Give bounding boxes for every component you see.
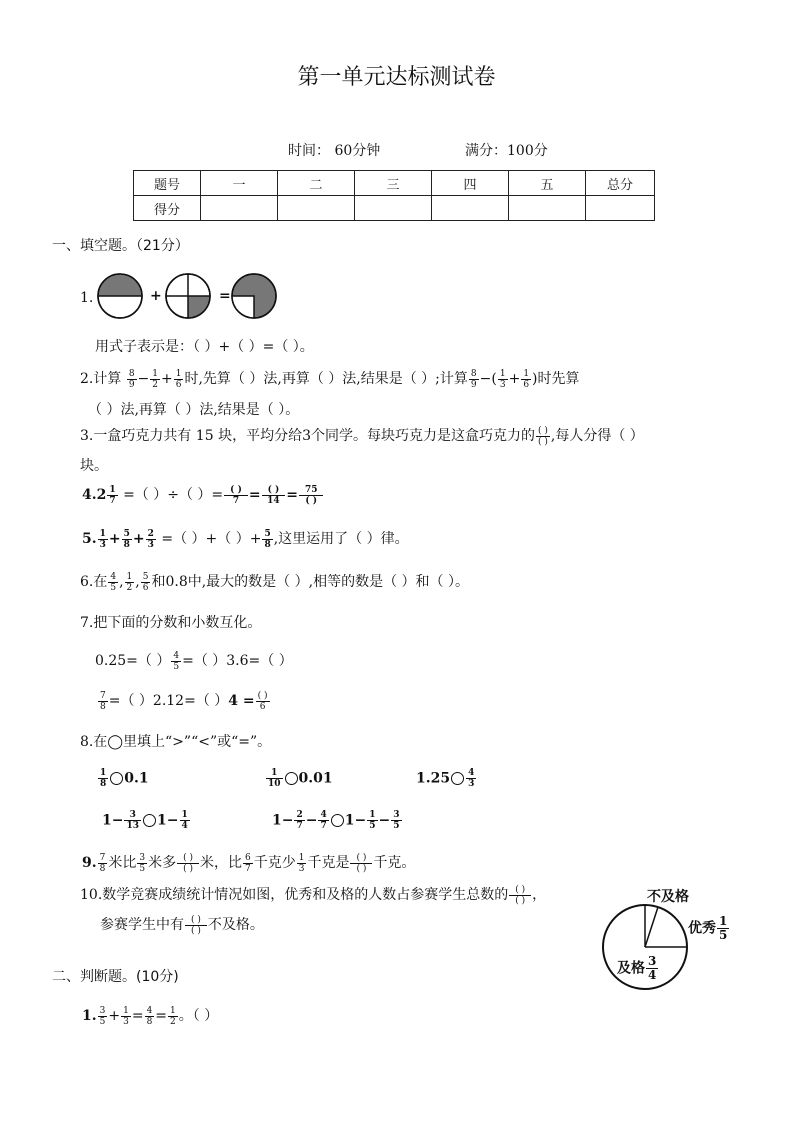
fraction	[297, 853, 307, 874]
operator: −	[378, 812, 391, 829]
numerator: 1	[298, 852, 305, 863]
q3-text: ,每人分得（ ）	[550, 428, 644, 444]
fraction	[318, 810, 328, 831]
fraction	[150, 369, 160, 390]
numerator: ( )	[224, 485, 248, 496]
fraction	[98, 529, 108, 550]
numerator: 8	[128, 368, 135, 379]
numerator: 7	[99, 852, 106, 863]
q8-text: 1.25	[416, 770, 451, 787]
time-info: 时间： 60分钟	[288, 143, 381, 159]
fraction	[125, 572, 135, 593]
operator: =	[248, 487, 261, 503]
numerator: 1	[123, 1005, 129, 1016]
pie-label-fail: 不及格	[647, 889, 689, 905]
q4-text: =（ ）÷（ ）=	[118, 487, 224, 503]
denominator: 5	[173, 661, 180, 672]
q8-title: 8.在◯里填上“>”“<”或“=”。	[80, 734, 272, 750]
q9-text: 米多	[148, 855, 177, 871]
pie-label-text: 优秀	[688, 920, 716, 937]
q9-line	[82, 852, 415, 874]
q1-plus: +	[150, 288, 162, 304]
denominator: 5	[393, 821, 400, 831]
fraction	[498, 369, 508, 390]
fraction	[294, 810, 304, 831]
fraction	[168, 1006, 178, 1027]
fraction	[98, 691, 108, 712]
denominator: ( )	[183, 863, 193, 874]
numerator: 1	[266, 768, 283, 779]
fraction	[137, 853, 147, 874]
numerator: 3	[99, 1005, 106, 1016]
fraction	[391, 810, 401, 831]
compare-circle[interactable]	[451, 772, 464, 785]
q5-line: 5. $\frac{1}{3}$ + $\frac{5}{8}$ + $\frac{2}{3}$ =（ ）+（ ）+ $\frac{5}{8}$ ,这里运用了（ ）律。	[82, 528, 409, 550]
q10-text: 不及格。	[207, 917, 264, 933]
numerator: 7	[100, 690, 106, 701]
q7-text: 0.25=（ ）	[95, 653, 171, 669]
page-title: 第一单元达标测试卷	[297, 65, 496, 90]
operator: +	[508, 371, 521, 387]
q2-text: )时先算	[532, 371, 580, 387]
operator: −	[137, 371, 150, 387]
q8-compare-1	[97, 768, 149, 789]
q2-text: 时,先算（ ）法,再算（ ）法,结果是（ ）;计算	[184, 371, 468, 387]
numerator: 2	[296, 810, 303, 820]
fraction-blank[interactable]	[509, 885, 531, 906]
q4-text: 4.2	[82, 487, 107, 503]
numerator: 1	[152, 368, 159, 379]
denominator: 5	[139, 863, 146, 874]
q6-line: 6.在 $\frac{4}{5}$ , $\frac{1}{2}$ , $\frac{5}{6}$ 和0.8中,最大的数是（ ）,相等的数是（ ）和（ ）。	[80, 571, 469, 593]
compare-circle[interactable]	[110, 772, 123, 785]
denominator: 3	[147, 539, 154, 550]
denominator: 6	[142, 582, 149, 593]
numerator: 1	[126, 571, 133, 582]
denominator: 6	[523, 379, 530, 390]
numerator: ( )	[509, 885, 531, 896]
fraction	[717, 915, 729, 942]
compare-circle[interactable]	[331, 814, 344, 827]
q6-text: 6.在	[80, 574, 108, 590]
q1-circle-diagrams	[97, 272, 279, 320]
denominator: 14	[267, 495, 280, 506]
numerator: 1	[175, 368, 182, 379]
score-cell[interactable]	[509, 196, 586, 221]
q6-text: 和0.8中,最大的数是（ ）,相等的数是（ ）和（ ）。	[151, 574, 469, 590]
operator: =	[155, 1008, 168, 1024]
q8-compare-4	[102, 810, 191, 831]
q1-number: 1.	[80, 290, 94, 306]
fraction	[646, 955, 658, 982]
denominator: 8	[123, 539, 130, 550]
q5-text: ,这里运用了（ ）律。	[273, 531, 409, 547]
q9-text: 千克少	[253, 855, 296, 871]
operator: =	[286, 487, 298, 503]
score-header-cell: 总分	[586, 171, 655, 196]
fraction	[243, 853, 253, 874]
denominator: 10	[268, 779, 281, 789]
section-fill-blank: 一、填空题。（21分）	[52, 238, 189, 254]
score-header-cell: 四	[432, 171, 509, 196]
numerator: 1	[99, 528, 106, 539]
fraction	[98, 853, 108, 874]
score-table-header-row	[134, 171, 655, 196]
q2-line1	[80, 368, 580, 390]
operator: +	[161, 371, 173, 387]
numerator: 1	[100, 768, 107, 778]
numerator: 3	[139, 852, 146, 863]
fraction	[469, 369, 479, 390]
denominator: 3	[99, 539, 106, 550]
q8-compare-3	[416, 768, 477, 789]
operator: =	[131, 1008, 144, 1024]
q10-line2	[100, 914, 264, 936]
denominator: 8	[100, 701, 106, 712]
numerator: 5	[264, 528, 271, 539]
fraction	[262, 529, 272, 550]
numerator: 75	[299, 485, 324, 496]
score-header-cell: 二	[278, 171, 355, 196]
full-score-info: 满分：100分	[465, 143, 548, 159]
denominator: ( )	[537, 436, 548, 447]
denominator: ( )	[356, 863, 367, 874]
operator: +	[108, 1008, 121, 1024]
q9-text: 米，比	[199, 855, 242, 871]
denominator: 5	[369, 821, 376, 831]
j1-line	[82, 1005, 218, 1027]
q1-text: 用式子表示是：（ ）+（ ）=（ ）。	[95, 339, 314, 355]
fraction	[107, 485, 117, 506]
q9-text: 千克。	[373, 855, 416, 871]
score-header-cell: 三	[355, 171, 432, 196]
denominator: 2	[126, 582, 133, 593]
fraction-blank[interactable]	[256, 691, 270, 712]
q10-line1	[80, 884, 546, 906]
q5-text: 5.	[82, 531, 97, 547]
q8-text: 1−	[157, 812, 179, 829]
denominator: 7	[296, 821, 303, 831]
denominator: 3	[468, 779, 475, 789]
score-header-cell: 题号	[134, 171, 201, 196]
denominator: 9	[470, 379, 477, 390]
fraction	[266, 768, 283, 789]
score-header-cell: 一	[201, 171, 278, 196]
score-cell[interactable]	[432, 196, 509, 221]
denominator: 7	[244, 863, 251, 874]
denominator: 5	[99, 1016, 106, 1027]
j1-text: 1.	[82, 1008, 97, 1024]
numerator: ( )	[185, 915, 207, 926]
q7-row2	[97, 690, 271, 712]
denominator: 6	[175, 379, 182, 390]
numerator: 1	[181, 810, 188, 820]
q9-text: 9.	[82, 855, 97, 871]
q8-text: 1−	[272, 812, 294, 829]
fraction	[127, 369, 137, 390]
denominator: 7	[109, 495, 116, 506]
denominator: 9	[128, 379, 135, 390]
numerator: 2	[147, 528, 154, 539]
denominator: 8	[100, 779, 107, 789]
q10-text: ，	[532, 887, 547, 903]
numerator: 4	[468, 768, 475, 778]
q10-text: 参赛学生中有	[100, 917, 184, 933]
q10-text: 10.数学竞赛成绩统计情况如图，优秀和及格的人数占参赛学生总数的	[80, 887, 509, 903]
fraction	[367, 810, 377, 831]
denominator: 7	[320, 821, 327, 831]
denominator: 7	[232, 495, 240, 506]
numerator: 3	[393, 810, 400, 820]
numerator: 3	[648, 954, 657, 968]
denominator: ( )	[191, 925, 201, 936]
numerator: ( )	[257, 690, 268, 701]
q7-row1	[95, 650, 293, 672]
q5-text: =（ ）+（ ）+	[156, 531, 262, 547]
score-row-label: 得分	[134, 196, 201, 221]
denominator: 6	[259, 701, 266, 712]
denominator: 4	[648, 968, 657, 982]
fraction	[98, 768, 108, 789]
pie-label-excellent	[688, 915, 730, 942]
numerator: 4	[146, 1005, 153, 1016]
fraction-blank[interactable]	[299, 485, 324, 506]
fraction	[145, 1006, 155, 1027]
numerator: 1	[499, 368, 506, 379]
q2-text: 2.计算	[80, 371, 122, 387]
q3-line1	[80, 425, 644, 447]
denominator: 3	[298, 863, 305, 874]
fraction	[466, 768, 476, 789]
score-header-cell: 五	[509, 171, 586, 196]
numerator: 5	[142, 571, 149, 582]
numerator: 6	[244, 852, 251, 863]
denominator: 5	[719, 928, 728, 942]
denominator: 2	[170, 1016, 176, 1027]
compare-circle[interactable]	[285, 772, 298, 785]
q1-equals: =	[219, 288, 231, 304]
fraction-blank[interactable]	[350, 853, 372, 874]
score-cell[interactable]	[278, 196, 355, 221]
score-cell[interactable]	[586, 196, 655, 221]
numerator: 4	[110, 571, 117, 582]
denominator: 8	[146, 1016, 153, 1027]
q8-compare-2	[265, 768, 333, 789]
score-table	[133, 170, 655, 221]
q7-title: 7.把下面的分数和小数互化。	[80, 615, 262, 631]
q9-text: 千克是	[307, 855, 350, 871]
fraction	[180, 810, 190, 831]
fraction-blank[interactable]	[224, 485, 248, 506]
q8-compare-5	[272, 810, 403, 831]
fraction	[124, 810, 141, 831]
section-judgment: 二、判断题。(10分)	[52, 969, 179, 985]
numerator: ( )	[350, 853, 372, 864]
numerator: 3	[124, 810, 141, 821]
operator: −(	[479, 371, 497, 387]
q8-text: 0.01	[298, 770, 333, 787]
fraction-blank[interactable]	[536, 426, 550, 447]
q2-line2: （ ）法,再算（ ）法,结果是（ ）。	[88, 402, 300, 418]
q8-text: 0.1	[124, 770, 149, 787]
fraction-blank[interactable]	[262, 485, 286, 506]
numerator: 5	[123, 528, 130, 539]
operator: −	[305, 812, 318, 829]
fraction	[521, 369, 531, 390]
fraction	[171, 651, 181, 672]
q3-text: 3.一盒巧克力共有 15 块，平均分给3个同学。每块巧克力是这盒巧克力的	[80, 428, 535, 444]
fraction-blank[interactable]	[177, 853, 199, 874]
numerator: 1	[369, 810, 376, 820]
denominator: 5	[110, 582, 117, 593]
pie-label-pass	[617, 955, 659, 982]
denominator: 8	[264, 539, 271, 550]
fraction	[141, 572, 151, 593]
fraction	[122, 529, 132, 550]
compare-circle[interactable]	[143, 814, 156, 827]
q4-line	[82, 484, 324, 506]
numerator: 1	[170, 1005, 176, 1016]
denominator: ( )	[305, 495, 318, 506]
j1-text: 。（ ）	[178, 1008, 219, 1024]
score-table-score-row	[134, 196, 655, 221]
q9-text: 米比	[108, 855, 137, 871]
q8-text: 1−	[102, 812, 124, 829]
q8-text: 1−	[344, 812, 367, 829]
denominator: 8	[99, 863, 106, 874]
numerator: ( )	[177, 853, 199, 864]
numerator: 4	[320, 810, 327, 820]
numerator: 4	[173, 650, 180, 661]
q7-text: =（ ）3.6=（ ）	[182, 653, 293, 669]
fraction	[174, 369, 184, 390]
score-cell[interactable]	[355, 196, 432, 221]
pie-label-text: 及格	[617, 960, 645, 977]
fraction-blank[interactable]	[185, 915, 207, 936]
score-cell[interactable]	[201, 196, 278, 221]
q7-text: =（ ）2.12=（ ）	[108, 693, 229, 709]
numerator: ( )	[262, 485, 286, 496]
denominator: ( )	[515, 895, 526, 906]
numerator: 1	[523, 368, 530, 379]
denominator: 4	[181, 821, 188, 831]
numerator: ( )	[537, 425, 548, 436]
numerator: 1	[719, 914, 728, 928]
denominator: 3	[123, 1016, 129, 1027]
q3-line2: 块。	[80, 458, 108, 474]
fraction	[146, 529, 156, 550]
fraction	[121, 1006, 131, 1027]
numerator: 1	[109, 484, 116, 495]
fraction	[108, 572, 118, 593]
fraction	[98, 1006, 108, 1027]
numerator: 8	[470, 368, 477, 379]
denominator: 3	[499, 379, 506, 390]
denominator: 2	[152, 379, 159, 390]
q7-text: 4 =	[228, 693, 255, 709]
denominator: 13	[126, 821, 140, 831]
